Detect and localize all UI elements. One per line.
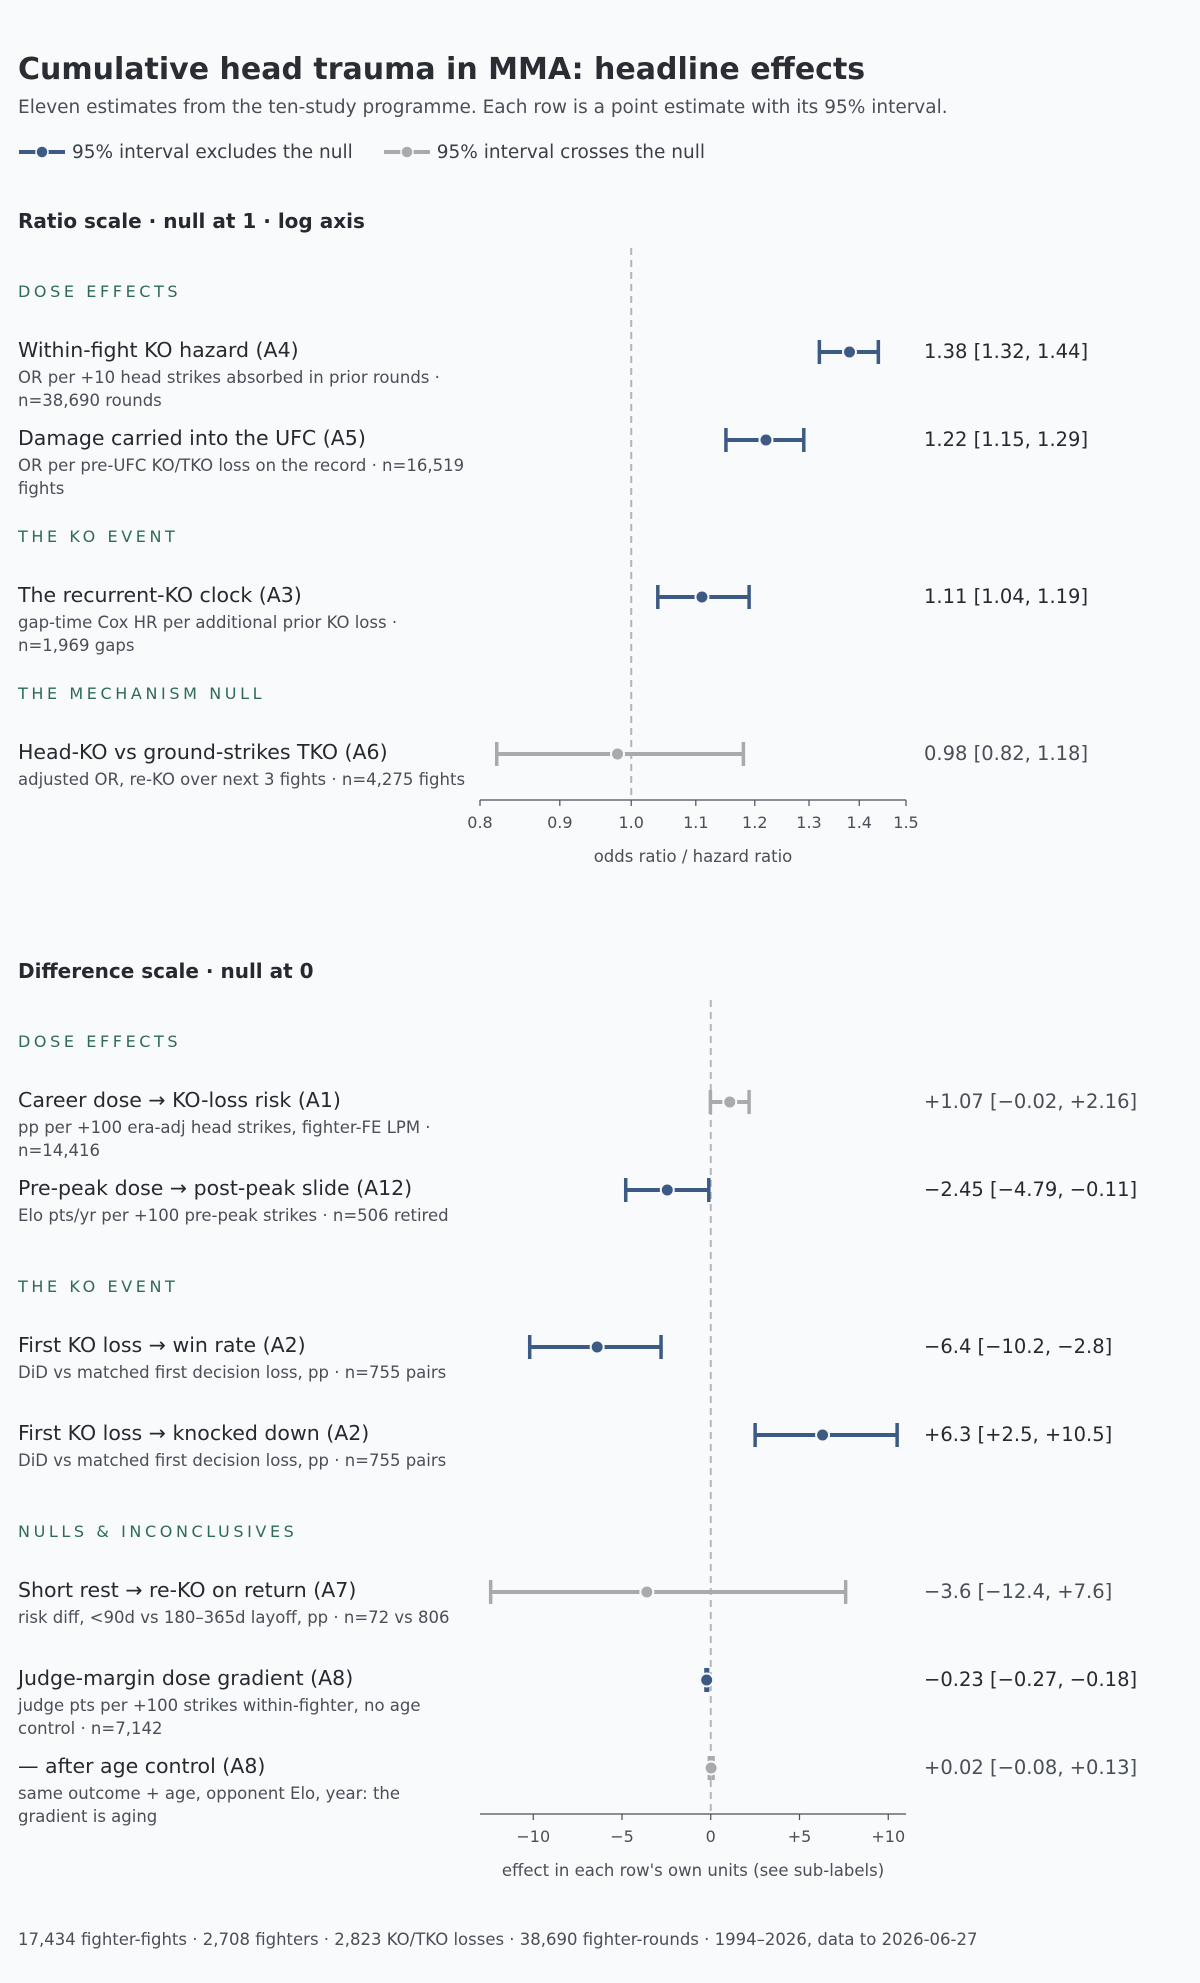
x-tick-label: 1.4 xyxy=(846,813,872,832)
row-label: First KO loss → knocked down (A2) xyxy=(18,1421,370,1445)
panel-title-difference: Difference scale · null at 0 xyxy=(18,959,314,983)
x-tick-label: 0.8 xyxy=(467,813,493,832)
point-estimate xyxy=(591,1341,604,1354)
point-estimate xyxy=(611,748,624,761)
group-label: DOSE EFFECTS xyxy=(18,282,182,301)
point-estimate xyxy=(843,346,856,359)
row-sub-label: judge pts per +100 strikes within-fighter, no age control · n=7,142 xyxy=(18,1696,421,1738)
x-tick-label: 1.2 xyxy=(742,813,768,832)
chart-subtitle: Eleven estimates from the ten-study programme. Each row is a point estimate with its 95% interval. xyxy=(18,97,948,118)
x-axis-label: odds ratio / hazard ratio xyxy=(593,847,793,866)
ci-value-text: 1.38 [1.32, 1.44] xyxy=(924,340,1089,363)
group-label: THE MECHANISM NULL xyxy=(18,684,266,703)
footer-note: 17,434 fighter-fights · 2,708 fighters · 2,823 KO/TKO losses · 38,690 fighter-rounds · 1994–2026, data to 2026-06-27 xyxy=(18,1930,978,1949)
point-estimate xyxy=(700,1674,713,1687)
row-sub-label: same outcome + age, opponent Elo, year: the gradient is aging xyxy=(18,1784,401,1826)
x-tick-label: −10 xyxy=(516,1827,551,1846)
row-label: The recurrent-KO clock (A3) xyxy=(18,583,302,607)
x-tick-label: 1.5 xyxy=(893,813,919,832)
row-label: Career dose → KO-loss risk (A1) xyxy=(18,1088,341,1112)
row-sub-label: Elo pts/yr per +100 pre-peak strikes · n=506 retired xyxy=(18,1206,449,1225)
ci-value-text: −2.45 [−4.79, −0.11] xyxy=(924,1178,1138,1201)
chart-title: Cumulative head trauma in MMA: headline effects xyxy=(18,52,866,87)
row-sub-label: OR per pre-UFC KO/TKO loss on the record · n=16,519 fights xyxy=(18,456,465,498)
legend-label-null: 95% interval crosses the null xyxy=(436,141,705,163)
point-estimate xyxy=(705,1762,718,1775)
legend-label-significant: 95% interval excludes the null xyxy=(72,141,353,163)
row-label: Within-fight KO hazard (A4) xyxy=(18,338,299,362)
ci-value-text: −0.23 [−0.27, −0.18] xyxy=(924,1668,1138,1691)
group-label: THE KO EVENT xyxy=(18,1277,179,1296)
panel-title-ratio: Ratio scale · null at 1 · log axis xyxy=(18,209,365,233)
row-sub-label: DiD vs matched first decision loss, pp · n=755 pairs xyxy=(18,1451,447,1470)
row-label: Pre-peak dose → post-peak slide (A12) xyxy=(18,1176,413,1200)
ci-value-text: +6.3 [+2.5, +10.5] xyxy=(924,1423,1113,1446)
x-tick-label: +5 xyxy=(787,1827,812,1846)
group-label: NULLS & INCONCLUSIVES xyxy=(18,1522,298,1541)
point-estimate xyxy=(723,1096,736,1109)
point-estimate xyxy=(695,591,708,604)
point-estimate xyxy=(816,1429,829,1442)
ci-value-text: 1.22 [1.15, 1.29] xyxy=(924,428,1089,451)
x-tick-label: 1.0 xyxy=(618,813,644,832)
row-sub-label: pp per +100 era-adj head strikes, fighter-FE LPM · n=14,416 xyxy=(18,1118,431,1160)
ci-value-text: +1.07 [−0.02, +2.16] xyxy=(924,1090,1138,1113)
point-estimate xyxy=(661,1184,674,1197)
x-axis-label: effect in each row's own units (see sub-labels) xyxy=(501,1861,885,1880)
row-label: Damage carried into the UFC (A5) xyxy=(18,426,366,450)
x-tick-label: 1.1 xyxy=(683,813,709,832)
x-tick-label: 1.3 xyxy=(796,813,822,832)
ci-value-text: −6.4 [−10.2, −2.8] xyxy=(924,1335,1113,1358)
row-sub-label: adjusted OR, re-KO over next 3 fights · n=4,275 fights xyxy=(18,770,466,789)
ci-value-text: 0.98 [0.82, 1.18] xyxy=(924,742,1089,765)
row-label: — after age control (A8) xyxy=(18,1754,266,1778)
row-label: Head-KO vs ground-strikes TKO (A6) xyxy=(18,740,388,764)
group-label: DOSE EFFECTS xyxy=(18,1032,182,1051)
row-label: Short rest → re-KO on return (A7) xyxy=(18,1578,357,1602)
ci-value-text: −3.6 [−12.4, +7.6] xyxy=(924,1580,1113,1603)
row-sub-label: gap-time Cox HR per additional prior KO loss · n=1,969 gaps xyxy=(18,613,398,655)
x-tick-label: 0.9 xyxy=(547,813,573,832)
row-sub-label: risk diff, <90d vs 180–365d layoff, pp · n=72 vs 806 xyxy=(18,1608,450,1627)
ci-value-text: 1.11 [1.04, 1.19] xyxy=(924,585,1089,608)
row-sub-label: OR per +10 head strikes absorbed in prior rounds · n=38,690 rounds xyxy=(18,368,440,410)
x-tick-label: +10 xyxy=(871,1827,906,1846)
x-tick-label: −5 xyxy=(610,1827,634,1846)
ci-value-text: +0.02 [−0.08, +0.13] xyxy=(924,1756,1138,1779)
row-label: Judge-margin dose gradient (A8) xyxy=(18,1666,354,1690)
row-sub-label: DiD vs matched first decision loss, pp · n=755 pairs xyxy=(18,1363,447,1382)
point-estimate xyxy=(640,1586,653,1599)
point-estimate xyxy=(759,434,772,447)
group-label: THE KO EVENT xyxy=(18,527,179,546)
x-tick-label: 0 xyxy=(705,1827,716,1846)
row-label: First KO loss → win rate (A2) xyxy=(18,1333,306,1357)
